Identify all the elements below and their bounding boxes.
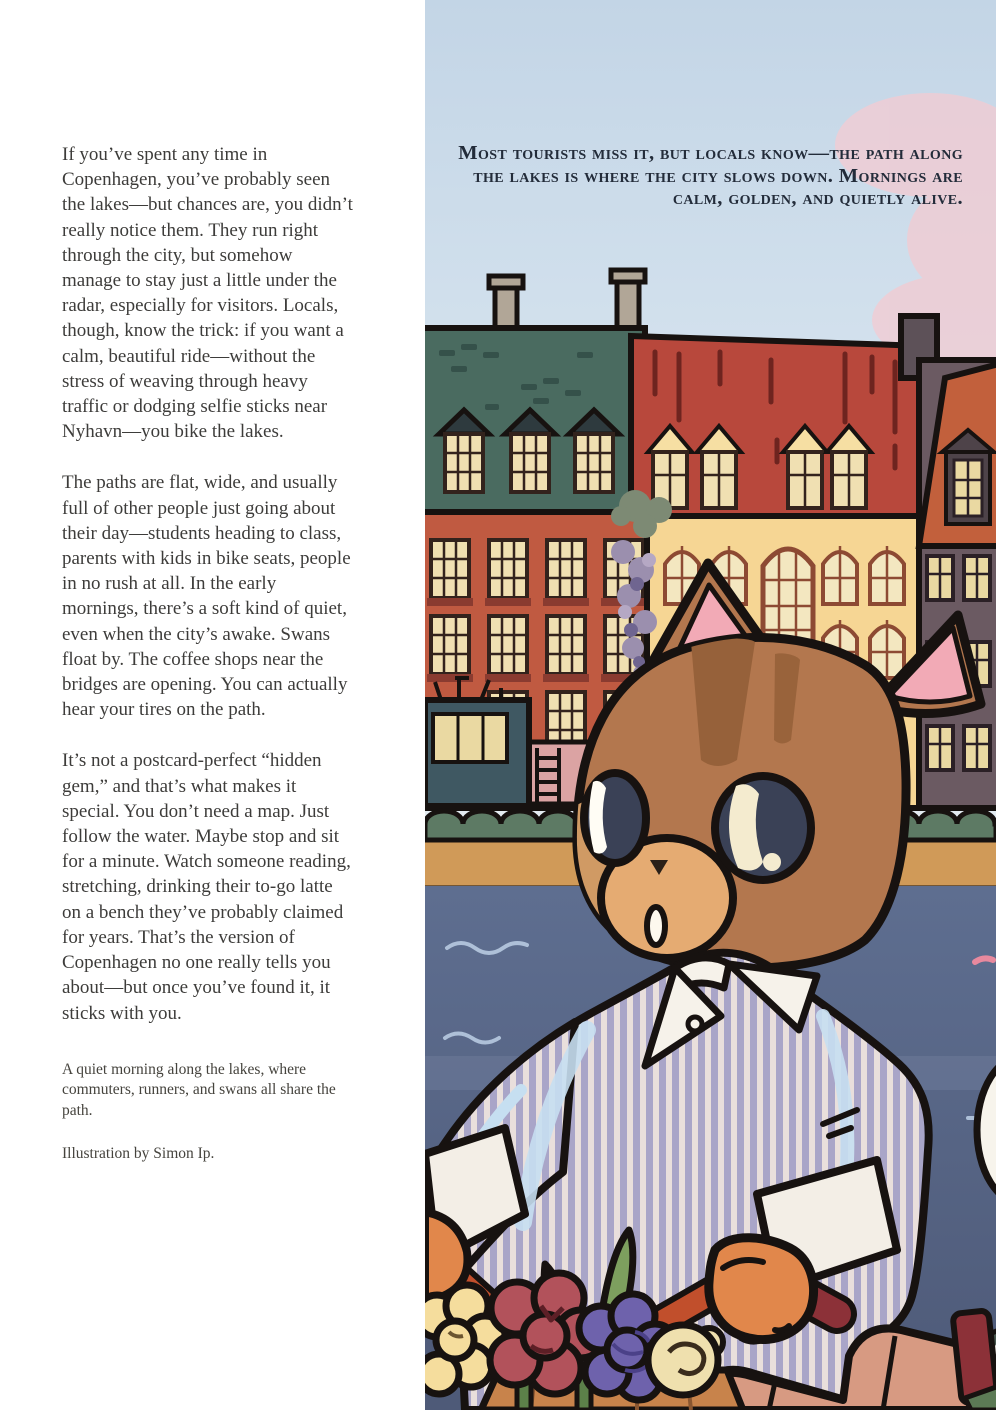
- body-paragraph-1: If you’ve spent any time in Copenhagen, you’ve probably seen the lakes—but chances are, you didn’t really notice them. They run right through the city, but somehow manage to stay just a little under the radar, especially for visitors. Locals, though, know the trick: if you want a calm, beautiful ride—without the stress of weaving through heavy traffic or dodging selfie sticks near Nyhavn—you bike the lakes.: [62, 144, 353, 443]
- body-paragraph-2: The paths are flat, wide, and usually full of other people just going about their day—students heading to class, parents with kids in bike seats, people in no rush at all. In the early mornings, there’s a soft kind of quiet, even when the city’s awake. Swans float by. The coffee shops near the bridges are opening. You can actually hear your tires on the path.: [62, 472, 351, 721]
- dock-hut: [425, 678, 529, 806]
- illustration-caption: A quiet morning along the lakes, where commuters, runners, and swans all share the path.: [62, 1060, 336, 1119]
- cat-right-hand: [709, 1238, 814, 1340]
- lakeside-illustration-svg: [425, 0, 996, 1410]
- pull-quote: Most tourists miss it, but locals know—the path along the lakes is where the city slows down. Mornings are calm, golden, and quietly alive.: [458, 142, 963, 209]
- article-text-column: [62, 142, 356, 1164]
- green-dormer-windows: [439, 410, 619, 492]
- illustration-credit: Illustration by Simon Ip.: [62, 1145, 215, 1163]
- cat-mouth: [647, 907, 665, 945]
- body-paragraph-3: It’s not a postcard-perfect “hidden gem,” and that’s what makes it special. You don’t need a map. Just follow the water. Maybe stop and sit for a minute. Watch someone reading, stretching, drinking their to-go latte on a bench they’ve probably claimed for years. That’s the version of Copenhagen no one really tells you about—but once you’ve found it, it sticks with you.: [62, 750, 351, 1024]
- lakeside-illustration: [425, 0, 996, 1410]
- cream-rose: [648, 1325, 723, 1395]
- swan-beak: [975, 958, 993, 962]
